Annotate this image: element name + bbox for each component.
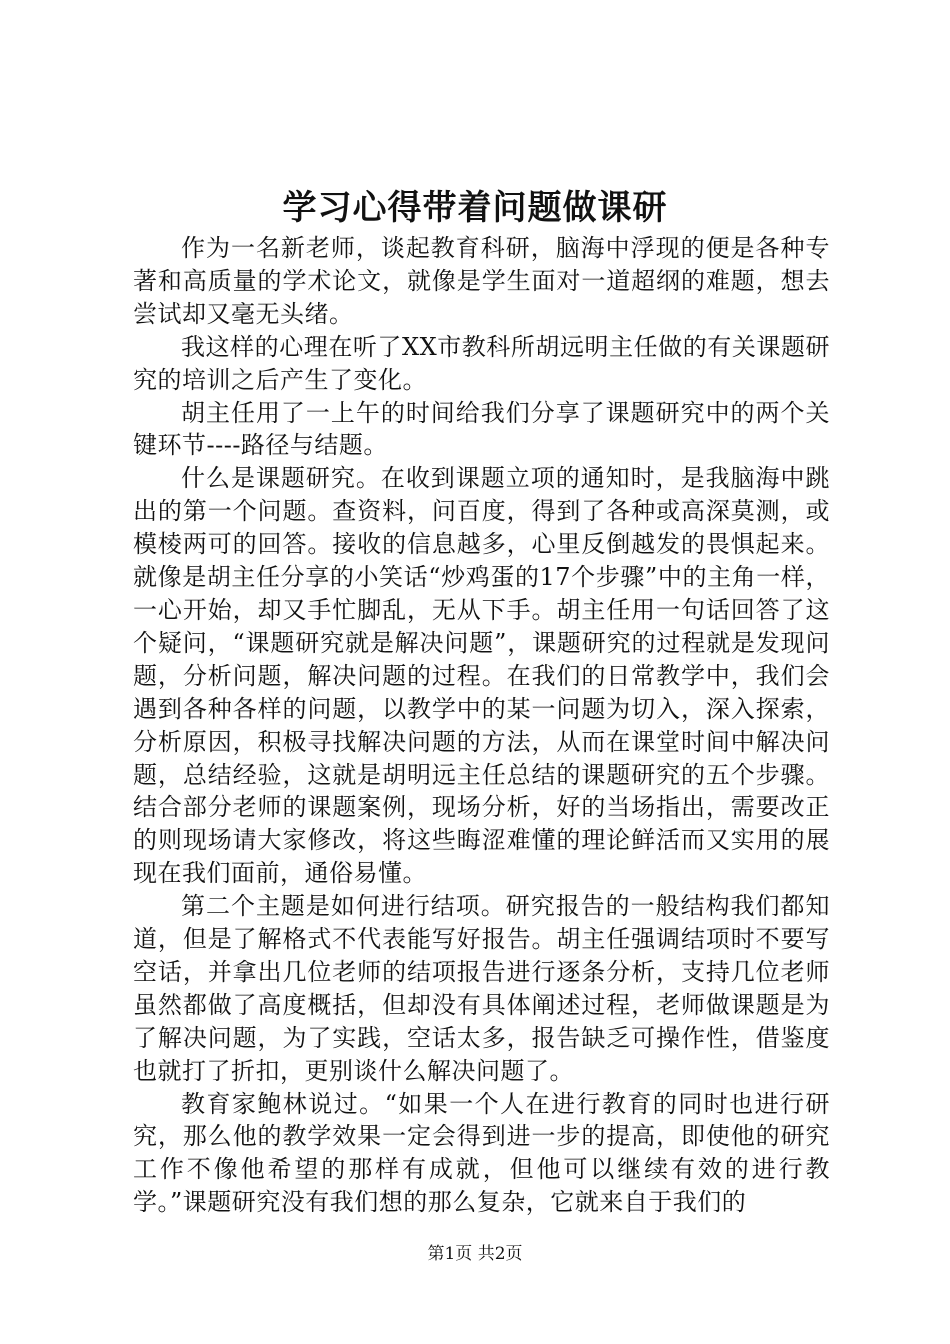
paragraph-two-topics: 胡主任用了一上午的时间给我们分享了课题研究中的两个关键环节----路径与结题。 bbox=[133, 398, 830, 460]
paragraph-intro: 作为一名新老师，谈起教育科研，脑海中浮现的便是各种专著和高质量的学术论文，就像是学生面对一道超纲的难题，想去尝试却又毫无头绪。 bbox=[133, 234, 830, 328]
paragraph-what-is-research: 什么是课题研究。在收到课题立项的通知时，是我脑海中跳出的第一个问题。查资料，问百度，得到了各种或高深莫测，或模棱两可的回答。接收的信息越多，心里反倒越发的畏惧起来。就像是胡主任分享的小笑话“炒鸡蛋的17个步骤”中的主角一样，一心开始，却又手忙脚乱，无从下手。胡主任用一句话回答了这个疑问，“课题研究就是解决问题”，课题研究的过程就是发现问题，分析问题，解决问题的过程。在我们的日常教学中，我们会遇到各种各样的问题，以教学中的某一问题为切入，深入探索，分析原因，积极寻找解决问题的方法，从而在课堂时间中解决问题，总结经验，这就是胡明远主任总结的课题研究的五个步骤。结合部分老师的课题案例，现场分析，好的当场指出，需要改正的则现场请大家修改，将这些晦涩难懂的理论鲜活而又实用的展现在我们面前，通俗易懂。 bbox=[133, 464, 830, 888]
document-title: 学习心得带着问题做课研 bbox=[282, 188, 668, 228]
paragraph-concluding-project: 第二个主题是如何进行结项。研究报告的一般结构我们都知道，但是了解格式不代表能写好报告。胡主任强调结项时不要写空话，并拿出几位老师的结项报告进行逐条分析，支持几位老师虽然都做了高度概括，但却没有具体阐述过程，老师做课题是为了解决问题，为了实践，空话太多，报告缺乏可操作性，借鉴度也就打了折扣，更别谈什么解决问题了。 bbox=[133, 892, 830, 1085]
page-number-footer: 第1页 共2页 bbox=[427, 1244, 523, 1264]
document-body bbox=[133, 232, 830, 1219]
paragraph-training: 我这样的心理在听了XX市教科所胡远明主任做的有关课题研究的培训之后产生了变化。 bbox=[133, 332, 830, 394]
paragraph-educator-quote: 教育家鲍林说过。“如果一个人在进行教育的同时也进行研究，那么他的教学效果一定会得到进一步的提高，即使他的研究工作不像他希望的那样有成就，但他可以继续有效的进行教学。”课题研究没有我们想的那么复杂，它就来自于我们的 bbox=[133, 1089, 830, 1217]
